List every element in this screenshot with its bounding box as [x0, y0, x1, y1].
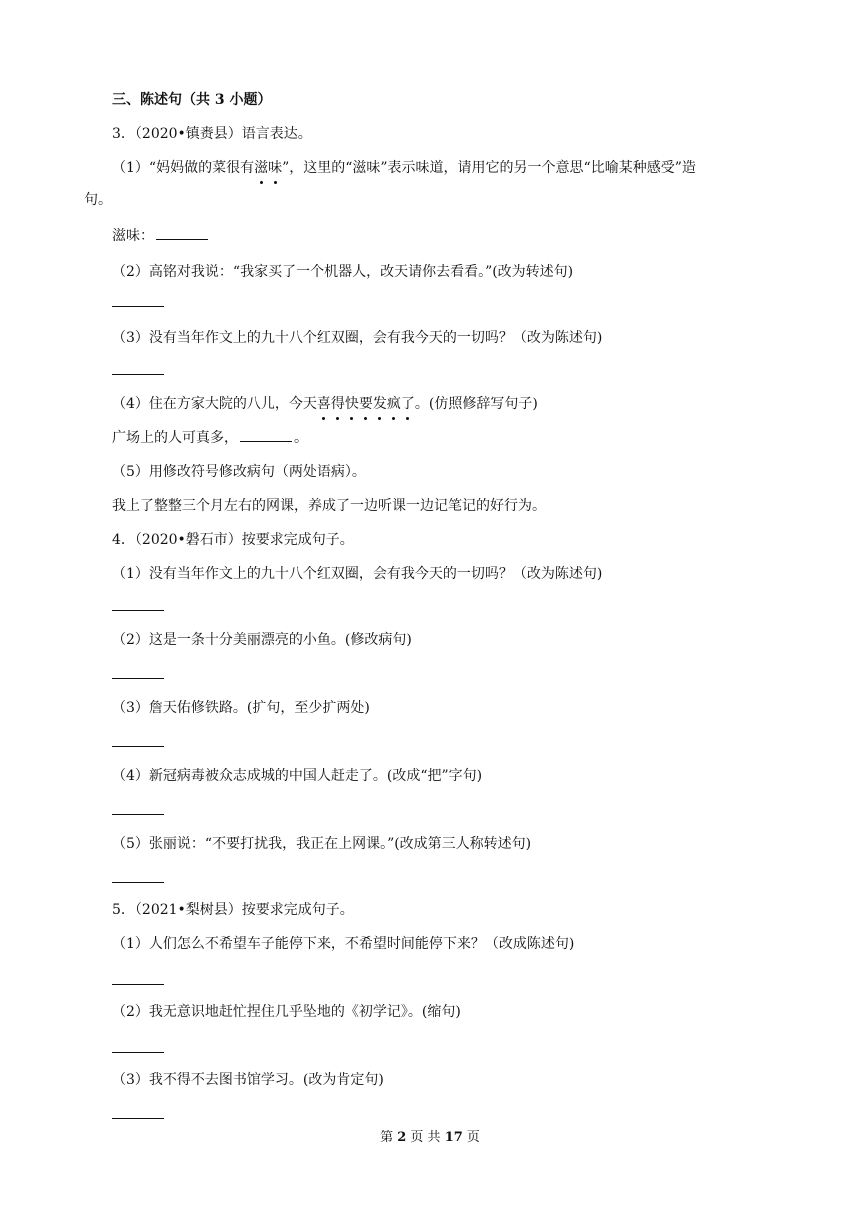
emphasis-dot-char: 疯 [386, 396, 401, 412]
answer-line[interactable] [112, 746, 164, 747]
emphasis-dot-char: 味 [268, 160, 283, 176]
q3-part1-text-b: ”，这里的“滋味”表示味道，请用它的另一个意思“比喻某种感受”造 [282, 160, 696, 176]
q3-header: 3．（2020•镇赉县）语言表达。 [112, 126, 312, 142]
q3-part4-prompt-end: 。 [294, 430, 308, 446]
answer-line[interactable] [112, 814, 164, 815]
answer-line[interactable] [112, 1052, 164, 1053]
answer-line[interactable] [112, 610, 164, 611]
emphasis-dot-char: 得 [330, 396, 345, 412]
q3-part5: （5）用修改符号修改病句（两处语病）。 [112, 464, 366, 480]
q3-part1-text-a: （1）“妈妈做的菜很有 [112, 160, 255, 176]
q3-part4-text-b: 。(仿照修辞写句子) [414, 396, 538, 412]
answer-line[interactable] [112, 1118, 164, 1119]
q5-header: 5．（2021•梨树县）按要求完成句子。 [112, 902, 354, 918]
answer-line[interactable] [112, 984, 164, 985]
section-title: 三、陈述句（共 3 小题） [112, 92, 272, 108]
footer-mid: 页 共 [410, 1130, 441, 1145]
answer-blank[interactable] [156, 227, 208, 240]
emphasis-dot-char: 滋 [254, 160, 269, 176]
q4-header: 4．（2020•磐石市）按要求完成句子。 [112, 532, 354, 548]
answer-line[interactable] [112, 306, 164, 307]
q4-item: （1）没有当年作文上的九十八个红双圈，会有我今天的一切吗？（改为陈述句) [112, 566, 603, 582]
emphasis-dot-char: 了 [400, 396, 415, 412]
q4-item: （4）新冠病毒被众志成城的中国人赶走了。(改成“把”字句) [112, 768, 483, 784]
page-footer [0, 1128, 860, 1148]
answer-line[interactable] [112, 882, 164, 883]
current-page-number: 2 [397, 1130, 407, 1145]
emphasis-dot-char: 发 [372, 396, 387, 412]
q4-item: （2）这是一条十分美丽漂亮的小鱼。(修改病句) [112, 632, 412, 648]
q3-part1 [112, 158, 696, 178]
q3-part2: （2）高铭对我说：“我家买了一个机器人，改天请你去看看。”(改为转述句) [112, 264, 574, 280]
q3-part5-sentence: 我上了整整三个月左右的网课，养成了一边听课一边记笔记的好行为。 [112, 498, 546, 514]
q3-part4-prompt-text: 广场上的人可真多， [112, 430, 238, 446]
q3-part4-prompt [112, 428, 308, 448]
footer-suffix: 页 [466, 1130, 480, 1145]
q4-item: （5）张丽说：“不要打扰我，我正在上网课。”(改成第三人称转述句) [112, 836, 532, 852]
q3-part1-cont: 句。 [84, 192, 112, 208]
answer-line[interactable] [112, 678, 164, 679]
answer-line[interactable] [112, 374, 164, 375]
q3-answer-label: 滋味： [112, 228, 154, 244]
q5-item: （1）人们怎么不希望车子能停下来，不希望时间能停下来？（改成陈述句) [112, 936, 575, 952]
q3-part4-text-a: （4）住在方家大院的八儿，今天 [112, 396, 317, 412]
q3-part3: （3）没有当年作文上的九十八个红双圈，会有我今天的一切吗？（改为陈述句) [112, 330, 603, 346]
footer-prefix: 第 [380, 1130, 394, 1145]
emphasis-dot-char: 喜 [316, 396, 331, 412]
answer-blank[interactable] [240, 429, 292, 442]
q4-item: （3）詹天佑修铁路。(扩句，至少扩两处) [112, 700, 370, 716]
q5-item: （3）我不得不去图书馆学习。(改为肯定句) [112, 1072, 384, 1088]
q3-part4 [112, 394, 538, 414]
q5-item: （2）我无意识地赶忙捏住几乎坠地的《初学记》。(缩句) [112, 1004, 461, 1020]
emphasis-dot-char: 要 [358, 396, 373, 412]
q3-answer-row [112, 226, 210, 246]
emphasis-dot-char: 快 [344, 396, 359, 412]
total-page-number: 17 [444, 1130, 463, 1145]
